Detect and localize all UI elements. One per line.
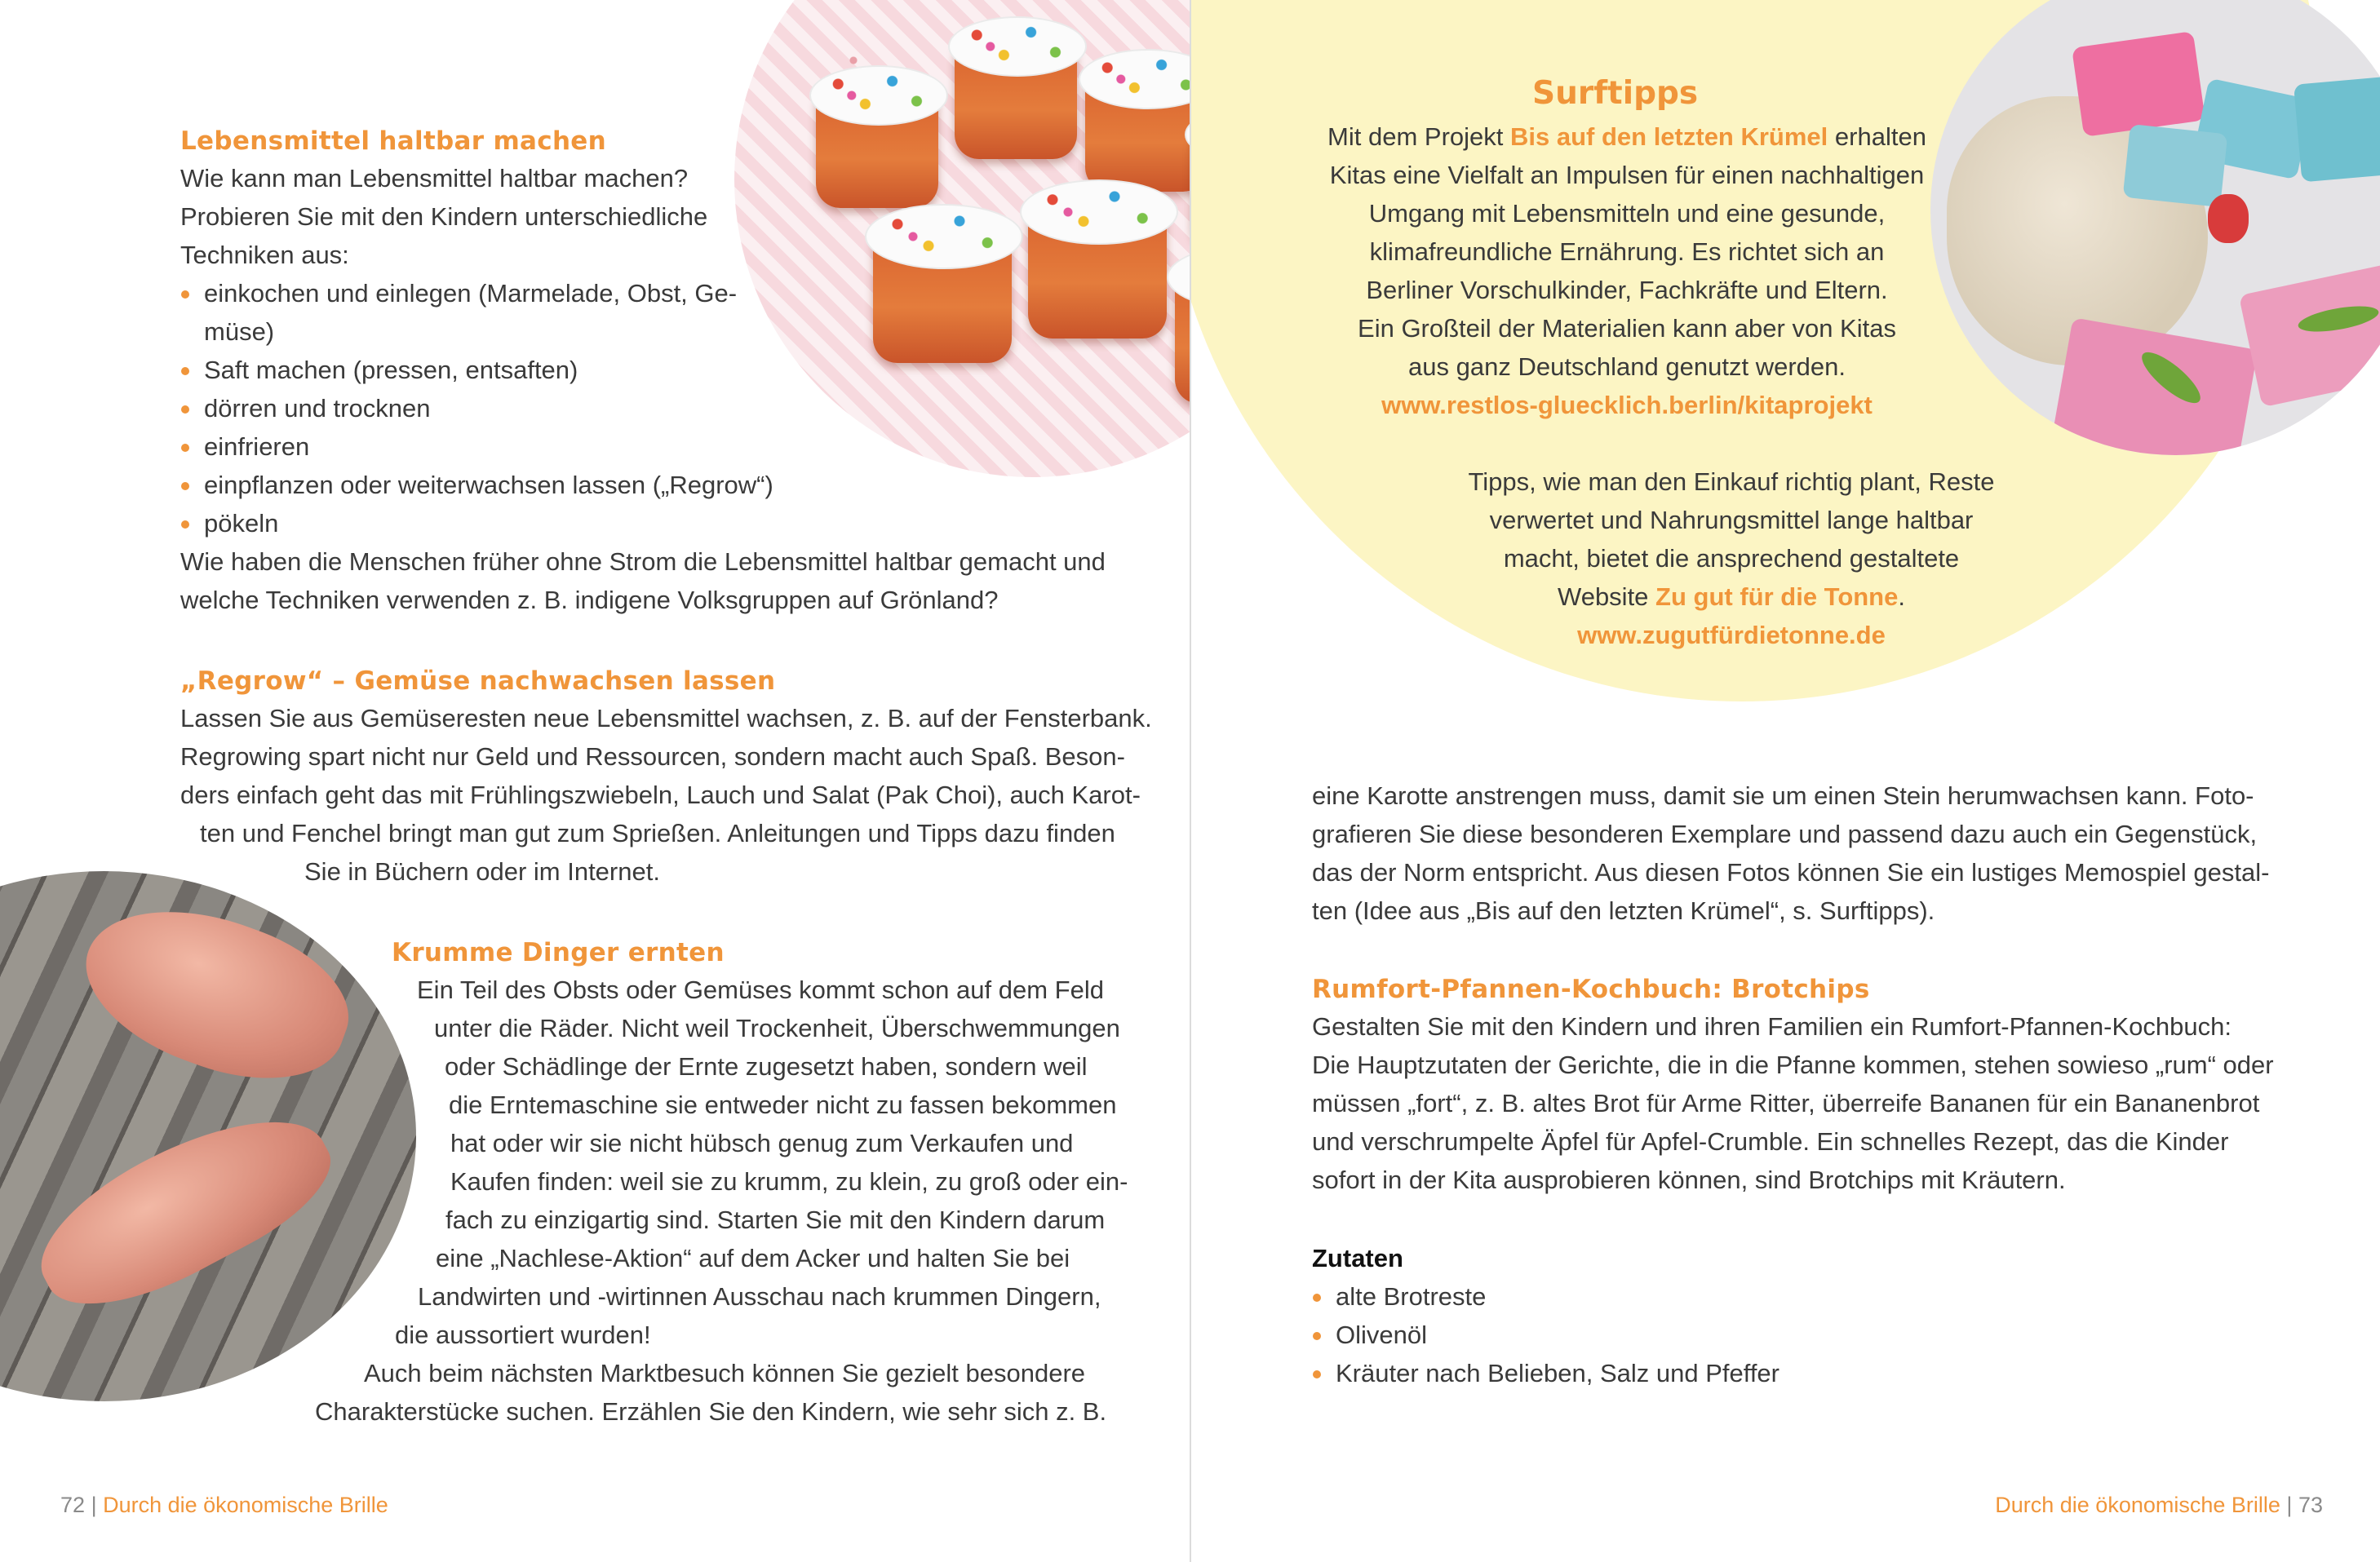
body-text: ten (Idee aus „Bis auf den letzten Krümel“, s. Surftipps). <box>1312 896 1935 925</box>
zutaten-heading: Zutaten <box>1312 1244 1403 1272</box>
website-link[interactable]: Zu gut für die Tonne <box>1655 582 1899 611</box>
body-text: grafieren Sie diese besonderen Exemplare und passend dazu auch ein Gegenstück, <box>1312 820 2258 848</box>
body-text: Regrowing spart nicht nur Geld und Ressourcen, sondern macht auch Spaß. Beson- <box>180 742 1125 771</box>
body-text: das der Norm entspricht. Aus diesen Fotos können Sie ein lustiges Memospiel gestal- <box>1312 858 2270 887</box>
body-text: Techniken aus: <box>180 241 349 269</box>
surftipps-line: aus ganz Deutschland genutzt werden. <box>1408 352 1846 381</box>
surftipps-line: verwertet und Nahrungsmittel lange haltbar <box>1489 506 1974 534</box>
body-text: Landwirten und -wirtinnen Ausschau nach krummen Dingern, <box>418 1282 1101 1311</box>
text-span: . <box>1898 582 1905 611</box>
body-text: oder Schädlinge der Ernte zugesetzt haben, sondern weil <box>445 1052 1088 1081</box>
surftipps-line: Kitas eine Vielfalt an Impulsen für einen nachhaltigen <box>1329 161 1925 189</box>
list-item: pökeln <box>204 509 279 538</box>
surftipps-line: Ein Großteil der Materialien kann aber von Kitas <box>1358 314 1896 343</box>
text-span: erhalten <box>1828 122 1926 151</box>
body-text: hat oder wir sie nicht hübsch genug zum Verkaufen und <box>450 1129 1074 1157</box>
surftipps-line <box>1219 117 2035 156</box>
body-text: eine „Nachlese-Aktion“ auf dem Acker und halten Sie bei <box>436 1244 1070 1272</box>
url-link[interactable]: www.zugutfürdietonne.de <box>1577 621 1886 649</box>
body-text: Wie kann man Lebensmittel haltbar machen? <box>180 164 689 192</box>
text-span: Website <box>1558 582 1656 611</box>
body-text: ders einfach geht das mit Frühlingszwiebeln, Lauch und Salat (Pak Choi), auch Karot- <box>180 781 1141 809</box>
body-text: fach zu einzigartig sind. Starten Sie mit den Kindern darum <box>445 1206 1106 1234</box>
body-text: müssen „fort“, z. B. altes Brot für Arme Ritter, überreife Bananen für ein Bananenbrot <box>1312 1089 2260 1117</box>
section-heading: Lebensmittel haltbar machen <box>180 126 607 156</box>
section-heading: Krumme Dinger ernten <box>392 938 725 967</box>
list-item: Kräuter nach Belieben, Salz und Pfeffer <box>1336 1359 1779 1387</box>
body-text: Kaufen finden: weil sie zu krumm, zu klein, zu groß oder ein- <box>450 1167 1128 1196</box>
footer-title: Durch die ökonomische Brille <box>103 1493 388 1517</box>
section-heading: Rumfort-Pfannen-Kochbuch: Brotchips <box>1312 975 1870 1004</box>
footer-title: Durch die ökonomische Brille <box>1995 1493 2280 1517</box>
body-text: ten und Fenchel bringt man gut zum Sprießen. Anleitungen und Tipps dazu finden <box>200 819 1115 847</box>
page-number: 73 <box>2298 1493 2323 1517</box>
body-text: sofort in der Kita ausprobieren können, sind Brotchips mit Kräutern. <box>1312 1166 2066 1194</box>
surftipps-line: Berliner Vorschulkinder, Fachkräfte und Eltern. <box>1366 276 1888 304</box>
list-item: alte Brotreste <box>1336 1282 1487 1311</box>
body-text: Ein Teil des Obsts oder Gemüses kommt schon auf dem Feld <box>417 976 1104 1004</box>
list-item: dörren und trocknen <box>204 394 431 423</box>
body-text: und verschrumpelte Äpfel für Apfel-Crumble. Ein schnelles Rezept, das die Kinder <box>1312 1127 2229 1156</box>
surftipps-line: klimafreundliche Ernährung. Es richtet sich an <box>1369 237 1885 266</box>
surftipps-title: Surftipps <box>1532 75 1699 112</box>
body-text: Lassen Sie aus Gemüseresten neue Lebensmittel wachsen, z. B. auf der Fensterbank. <box>180 704 1152 732</box>
list-item: einpflanzen oder weiterwachsen lassen („Regrow“) <box>204 471 773 499</box>
list-item: einkochen und einlegen (Marmelade, Obst, Ge- <box>204 279 738 308</box>
body-text: eine Karotte anstrengen muss, damit sie um einen Stein herumwachsen kann. Foto- <box>1312 781 2254 810</box>
project-link[interactable]: Bis auf den letzten Krümel <box>1510 122 1828 151</box>
bullet-icon <box>1313 1332 1321 1340</box>
body-text: Probieren Sie mit den Kindern unterschiedliche <box>180 202 708 231</box>
page-number: 72 <box>60 1493 86 1517</box>
list-item: Saft machen (pressen, entsaften) <box>204 356 578 384</box>
surftipps-line: Umgang mit Lebensmitteln und eine gesunde, <box>1368 199 1886 228</box>
body-text: Auch beim nächsten Marktbesuch können Sie gezielt besondere <box>364 1359 1086 1387</box>
body-text: Sie in Büchern oder im Internet. <box>304 857 660 886</box>
list-item: Olivenöl <box>1336 1321 1427 1349</box>
surftipps-line: Tipps, wie man den Einkauf richtig plant, Reste <box>1468 467 1995 496</box>
page-footer <box>1995 1493 2323 1518</box>
body-text: Gestalten Sie mit den Kindern und ihren Familien ein Rumfort-Pfannen-Kochbuch: <box>1312 1012 2232 1041</box>
surftipps-line <box>1323 577 2139 616</box>
body-text: unter die Räder. Nicht weil Trockenheit, Überschwemmungen <box>434 1014 1120 1042</box>
surftipps-line: macht, bietet die ansprechend gestaltete <box>1503 544 1960 573</box>
footer-separator: | <box>91 1493 97 1517</box>
body-text: Wie haben die Menschen früher ohne Strom die Lebensmittel haltbar gemacht und <box>180 547 1106 576</box>
bullet-icon <box>1313 1370 1321 1378</box>
body-text: die Erntemaschine sie entweder nicht zu fassen bekommen <box>449 1091 1117 1119</box>
list-item: müse) <box>204 317 275 346</box>
body-text: die aussortiert wurden! <box>395 1321 651 1349</box>
body-text: Die Hauptzutaten der Gerichte, die in die Pfanne kommen, stehen sowieso „rum“ oder <box>1312 1051 2274 1079</box>
body-text: Charakterstücke suchen. Erzählen Sie den Kindern, wie sehr sich z. B. <box>315 1397 1107 1426</box>
footer-separator: | <box>2286 1493 2293 1517</box>
bullet-icon <box>1313 1294 1321 1302</box>
text-span: Mit dem Projekt <box>1327 122 1510 151</box>
body-text: welche Techniken verwenden z. B. indigene Volksgruppen auf Grönland? <box>180 586 999 614</box>
url-link[interactable]: www.restlos-gluecklich.berlin/kitaprojekt <box>1381 391 1873 419</box>
list-item: einfrieren <box>204 432 310 461</box>
section-heading: „Regrow“ – Gemüse nachwachsen lassen <box>180 666 776 696</box>
